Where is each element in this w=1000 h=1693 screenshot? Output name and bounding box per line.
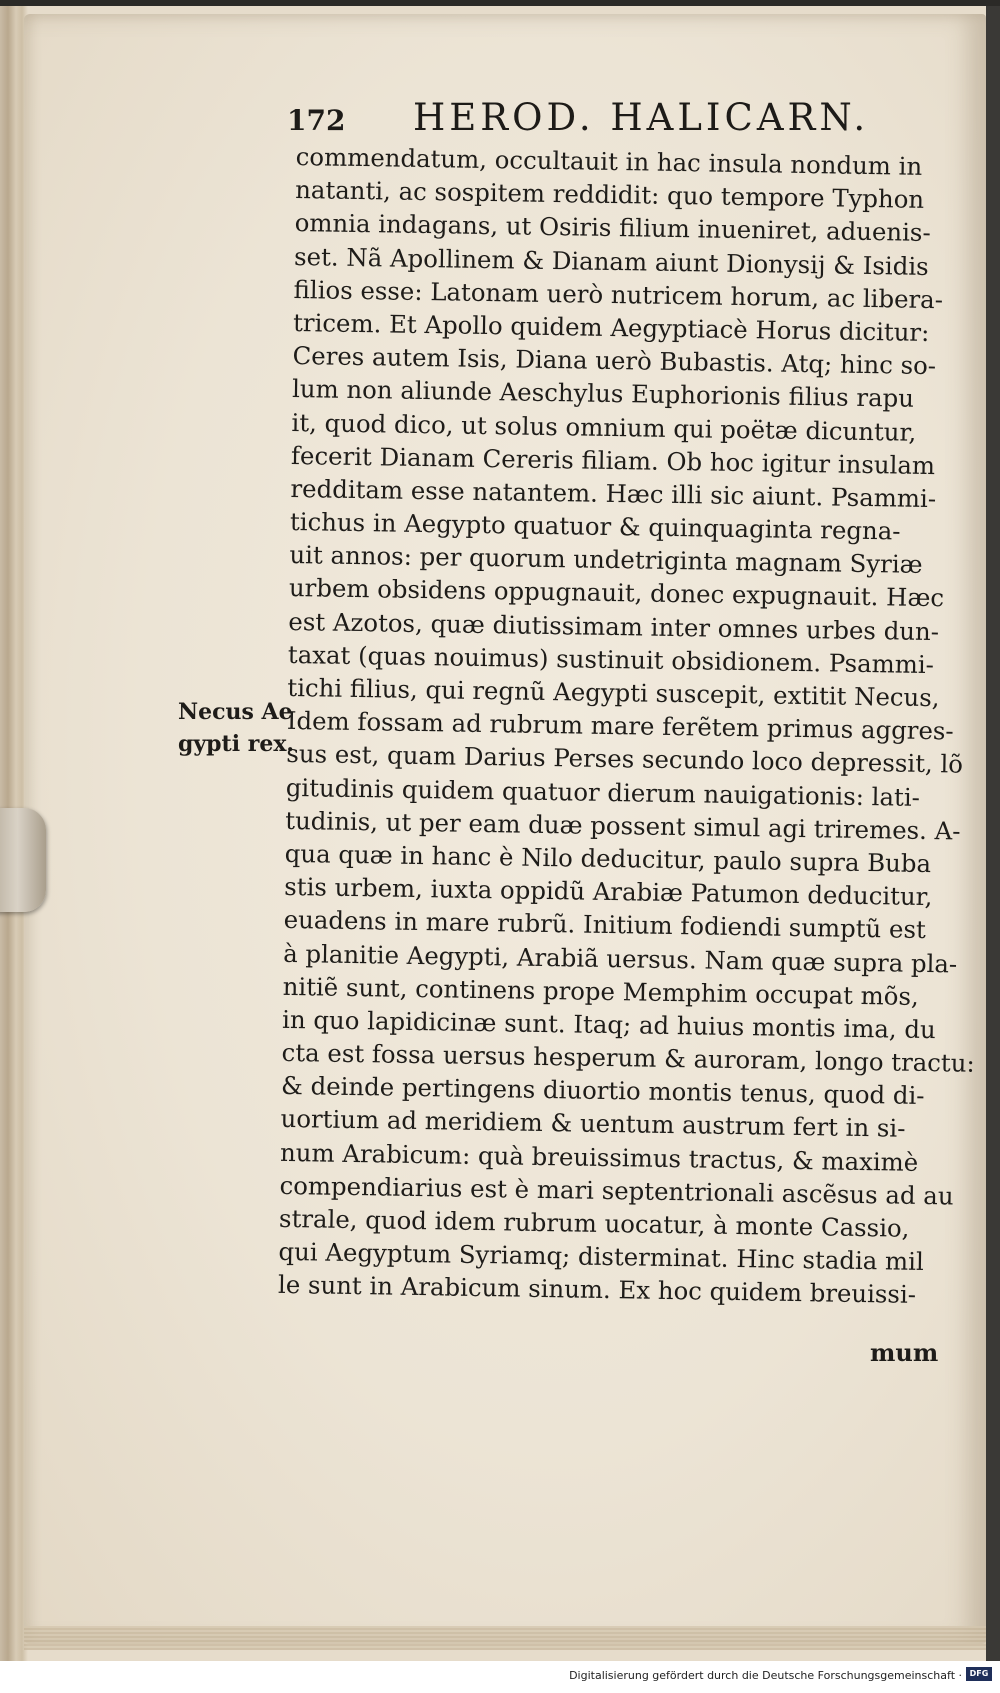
page-header (287, 96, 877, 142)
text-line: it, quod dico, ut solus omnium qui poëtæ dicuntur, (291, 407, 917, 447)
marginal-note-line: Necus Ae (178, 699, 293, 725)
body-text (277, 140, 975, 1312)
page-edges-bottom (24, 1626, 986, 1650)
text-line: urbem obsidens oppugnauit, donec expugnauit. Hæc (288, 573, 945, 613)
marginal-note-line: gypti rex. (178, 731, 295, 757)
text-line: & deinde pertingens diuortio montis tenus, quod di- (280, 1071, 925, 1111)
text-line: natanti, ac sospitem reddidit: quo tempore Typhon (294, 175, 925, 215)
running-head: HEROD. HALICARN. (413, 96, 870, 139)
text-line: uortium ad meridiem & uentum austrum fert in si- (280, 1104, 906, 1144)
text-line: Ceres autem Isis, Diana uerò Bubastis. Atq; hinc so- (292, 341, 937, 381)
text-line: cta est fossa uersus hesperum & auroram, longo tractu: (281, 1037, 975, 1078)
text-line: qua quæ in hanc è Nilo deducitur, paulo supra Buba (284, 838, 932, 878)
text-line: in quo lapidicinæ sunt. Itaq; ad huius montis ima, du (281, 1004, 936, 1045)
text-line: à planitie Aegypti, Arabiã uersus. Nam quæ supra pla- (283, 938, 958, 978)
book-cover-edge (986, 6, 1000, 1661)
text-line: est Azotos, quæ diutissimam inter omnes urbes dun- (288, 606, 940, 646)
text-line: uit annos: per quorum undetriginta magnam Syriæ (289, 540, 923, 580)
page-number: 172 (287, 104, 346, 137)
text-line: filios esse: Latonam uerò nutricem horum, ac libera- (293, 274, 944, 314)
marginal-note (178, 696, 296, 760)
text-line: tricem. Et Apollo quidem Aegyptiacè Horus dicitur: (292, 307, 930, 347)
text-line: strale, quod idem rubrum uocatur, à monte Cassio, (278, 1203, 910, 1243)
text-line: commendatum, occultauit in hac insula nondum in (295, 141, 923, 181)
text-line: set. Nã Apollinem & Dianam aiunt Dionysij & Isidis (293, 241, 929, 281)
text-line: taxat (quas nouimus) sustinuit obsidionem. Psammi- (287, 639, 935, 679)
footer-credit: Digitalisierung gefördert durch die Deutsche Forschungsgemeinschaft · (569, 1669, 962, 1682)
text-line: stis urbem, iuxta oppidũ Arabiæ Patumon deducitur, (284, 872, 933, 912)
dfg-logo-icon: DFG (966, 1667, 992, 1681)
digitization-footer (0, 1661, 1000, 1693)
text-line: redditam esse natantem. Hæc illi sic aiunt. Psammi- (290, 473, 937, 513)
text-line: fecerit Dianam Cereris filiam. Ob hoc igitur insulam (290, 440, 936, 480)
text-line: tichi filius, qui regnũ Aegypti suscepit, extitit Necus, (287, 672, 940, 713)
text-line: nitiẽ sunt, continens prope Memphim occupat mõs, (282, 971, 919, 1011)
text-line: tichus in Aegypto quatuor & quinquaginta regna- (289, 507, 901, 546)
text-line: gitudinis quidem quatuor dierum nauigationis: lati- (285, 772, 921, 812)
catchword: mum (870, 1338, 939, 1367)
book-clamp (0, 808, 46, 912)
text-line: omnia indagans, ut Osiris filium inueniret, aduenis- (294, 208, 931, 248)
text-line: lum non aliunde Aeschylus Euphorionis filius rapu (291, 374, 915, 414)
text-line: euadens in mare rubrũ. Initium fodiendi sumptũ est (283, 905, 927, 945)
text-line: qui Aegyptum Syriamq; disterminat. Hinc stadia mil (278, 1237, 925, 1277)
text-line: num Arabicum: quà breuissimus tractus, & maximè (279, 1137, 919, 1177)
text-line: Idem fossam ad rubrum mare ferẽtem primus aggres- (286, 706, 954, 746)
text-line: le sunt in Arabicum sinum. Ex hoc quidem breuissi- (277, 1270, 917, 1310)
text-line: sus est, quam Darius Perses secundo loco depressit, lõ (286, 739, 964, 779)
text-line: compendiarius est è mari septentrionali ascẽsus ad au (279, 1170, 954, 1211)
text-line: tudinis, ut per eam duæ possent simul agi triremes. A- (285, 805, 961, 846)
